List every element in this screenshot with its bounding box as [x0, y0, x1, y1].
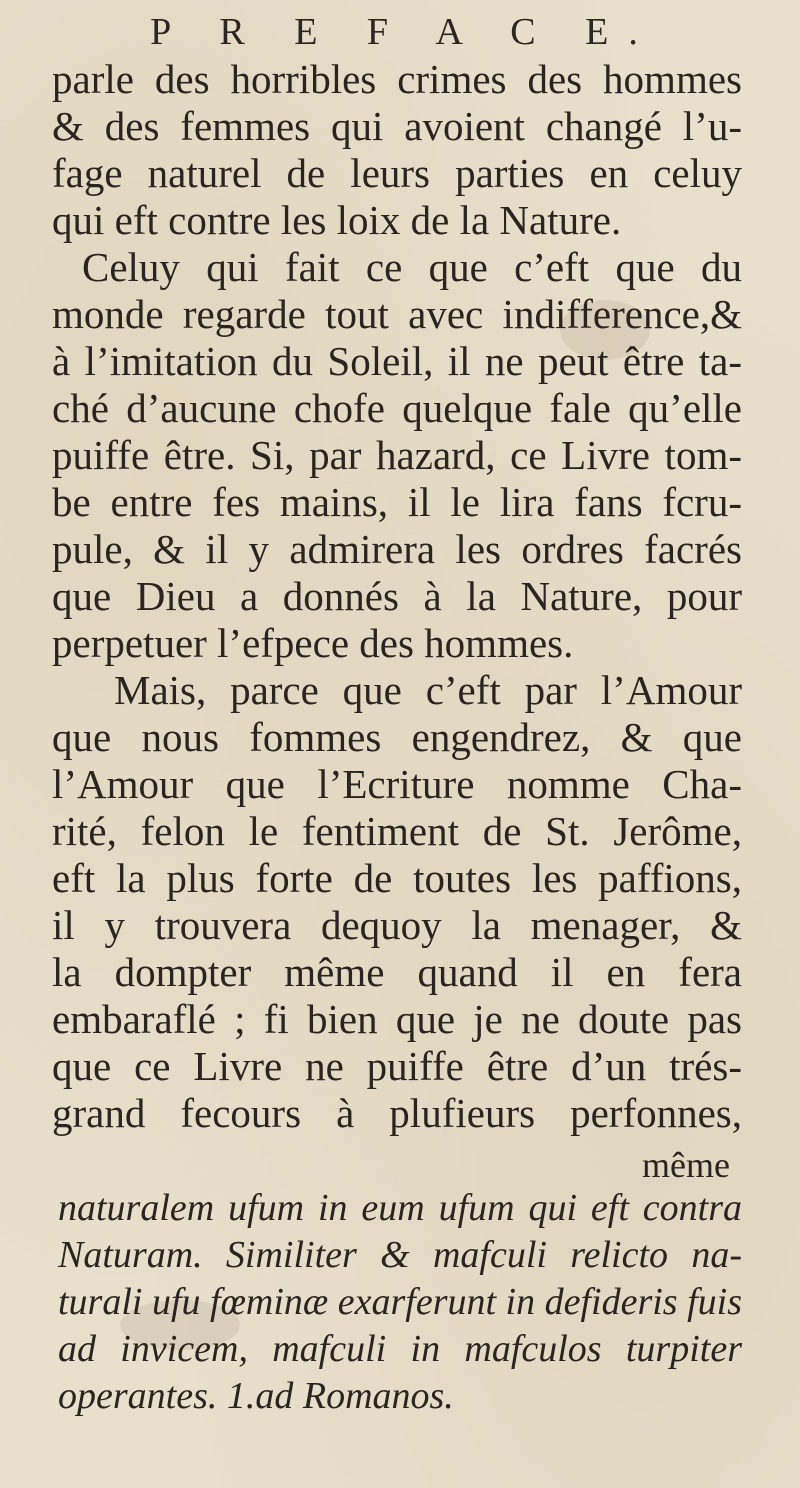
footnote-line: operantes. 1.ad Romanos.	[58, 1375, 454, 1417]
catchword: même	[642, 1145, 730, 1185]
text-line: pule, & il y admirera les ordres facrés	[52, 526, 742, 572]
text-line: qui eft contre les loix de la Nature.	[52, 197, 622, 243]
text-line: monde regarde tout avec indifference,&	[52, 291, 742, 337]
footnote-line: ad invicem, mafculi in mafculos turpiter	[58, 1328, 742, 1370]
text-line: Celuy qui fait ce que c’eft que du	[82, 244, 742, 290]
body-text	[52, 56, 742, 1420]
text-line: eft la plus forte de toutes les paffions,	[52, 855, 742, 901]
text-line: que nous fommes engendrez, & que	[52, 714, 742, 760]
text-line: & des femmes qui avoient changé l’u-	[52, 103, 742, 149]
running-head: P R E F A C E.	[150, 11, 658, 53]
text-line: grand fecours à plufieurs perfonnes,	[52, 1090, 742, 1136]
text-line: embaraflé ; fi bien que je ne doute pas	[52, 996, 742, 1042]
text-line: be entre fes mains, il le lira fans fcru-	[52, 479, 742, 525]
text-line: ché d’aucune chofe quelque fale qu’elle	[52, 385, 742, 431]
footnote-line: Naturam. Similiter & mafculi relicto na-	[58, 1234, 742, 1276]
text-line: fage naturel de leurs parties en celuy	[52, 150, 742, 196]
text-line: puiffe être. Si, par hazard, ce Livre tom-	[52, 432, 742, 478]
text-line: perpetuer l’efpece des hommes.	[52, 620, 574, 666]
text-line: la dompter même quand il en fera	[52, 949, 742, 995]
text-line: à l’imitation du Soleil, il ne peut être ta-	[52, 338, 742, 384]
text-line: parle des horribles crimes des hommes	[52, 56, 742, 102]
text-line: que Dieu a donnés à la Nature, pour	[52, 573, 742, 619]
text-line: l’Amour que l’Ecriture nomme Cha-	[52, 761, 742, 807]
footnote-line: turali ufu fœminæ exarferunt in defideris fuis	[58, 1281, 742, 1323]
text-line: que ce Livre ne puiffe être d’un trés-	[52, 1043, 742, 1089]
text-line: Mais, parce que c’eft par l’Amour	[114, 667, 742, 713]
text-line: il y trouvera dequoy la menager, &	[52, 902, 742, 948]
text-line: rité, felon le fentiment de St. Jerôme,	[52, 808, 742, 854]
footnote-line: naturalem ufum in eum ufum qui eft contra	[58, 1187, 742, 1229]
